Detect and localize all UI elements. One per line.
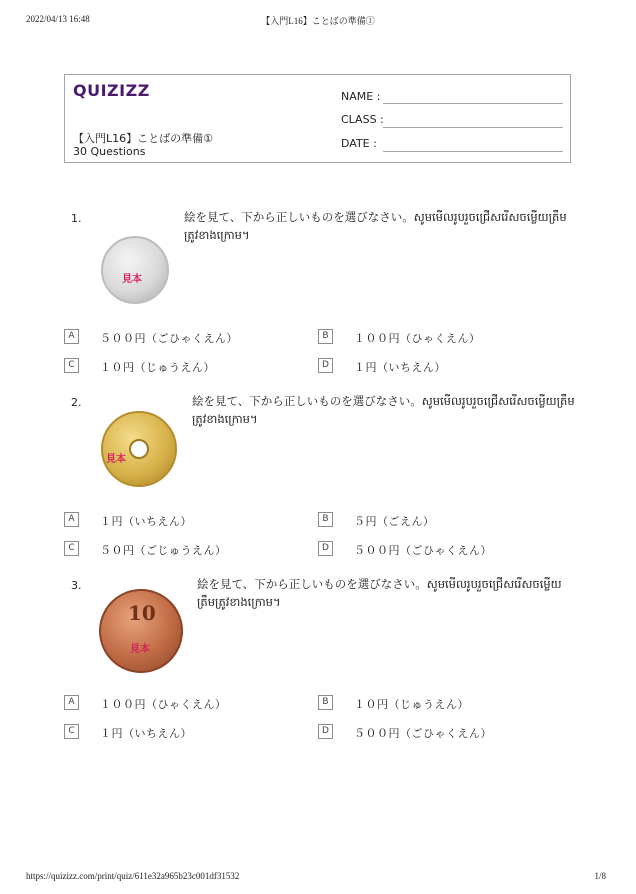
option-text[interactable]: ５０円（ごじゅうえん）	[100, 544, 227, 557]
question-number: 2.	[71, 396, 82, 409]
sample-stamp: 見本	[106, 454, 126, 465]
question-count: 30 Questions	[73, 145, 146, 158]
option-letter-box[interactable]: B	[318, 695, 333, 710]
coin-hole	[129, 439, 149, 459]
option-text[interactable]: １円（いちえん）	[100, 727, 192, 740]
option-letter-box[interactable]: A	[64, 329, 79, 344]
option-text[interactable]: ５００円（ごひゃくえん）	[100, 332, 238, 345]
question-text: 絵を見て、下から正しいものを選びなさい。សូមមើលរូបរួចជ្រើសរើសចម្លើយត្រឹមត្រូវខាងក្រោម។	[192, 394, 575, 426]
date-field[interactable]	[383, 151, 563, 152]
option-text[interactable]: ５００円（ごひゃくえん）	[354, 544, 492, 557]
option-text[interactable]: １０円（じゅうえん）	[354, 698, 469, 711]
option-letter-box[interactable]: C	[64, 541, 79, 556]
print-page-title: 【入門L16】ことばの準備①	[261, 16, 375, 26]
option-letter-box[interactable]: D	[318, 724, 333, 739]
option-letter-box[interactable]: B	[318, 512, 333, 527]
option-text[interactable]: １００円（ひゃくえん）	[100, 698, 227, 711]
quiz-title: 【入門L16】ことばの準備①	[73, 132, 213, 145]
class-label: CLASS :	[341, 113, 384, 126]
coin-numeral: 10	[128, 601, 156, 625]
date-label: DATE :	[341, 137, 377, 150]
option-text[interactable]: １００円（ひゃくえん）	[354, 332, 481, 345]
option-text[interactable]: １円（いちえん）	[354, 361, 446, 374]
question-number: 3.	[71, 579, 82, 592]
name-field[interactable]	[383, 103, 563, 104]
name-label: NAME :	[341, 90, 381, 103]
option-text[interactable]: １円（いちえん）	[100, 515, 192, 528]
option-letter-box[interactable]: A	[64, 512, 79, 527]
option-letter-box[interactable]: C	[64, 724, 79, 739]
sample-stamp: 見本	[122, 274, 142, 285]
option-letter-box[interactable]: C	[64, 358, 79, 373]
option-text[interactable]: ５００円（ごひゃくえん）	[354, 727, 492, 740]
print-url: https://quizizz.com/print/quiz/611e32a965b23c001df31532	[26, 871, 240, 881]
quiz-header-box	[64, 74, 571, 163]
question-text: 絵を見て、下から正しいものを選びなさい。សូមមើលរូបរួចជ្រើសរើសចម្លើយត្រឹមត្រូវខាងក្រោម។	[184, 210, 567, 242]
option-text[interactable]: ５円（ごえん）	[354, 515, 435, 528]
sample-stamp: 見本	[130, 644, 150, 655]
quizizz-logo: QUIZIZZ	[73, 81, 150, 100]
print-datetime: 2022/04/13 16:48	[26, 14, 90, 24]
option-letter-box[interactable]: B	[318, 329, 333, 344]
option-text[interactable]: １０円（じゅうえん）	[100, 361, 215, 374]
class-field[interactable]	[383, 127, 563, 128]
question-text: 絵を見て、下から正しいものを選びなさい。សូមមើលរូបរួចជ្រើសរើសចម្លើយត្រឹមត្រូវខាងក្រោម។	[197, 577, 562, 609]
option-letter-box[interactable]: A	[64, 695, 79, 710]
question-number: 1.	[71, 212, 82, 225]
option-letter-box[interactable]: D	[318, 541, 333, 556]
option-letter-box[interactable]: D	[318, 358, 333, 373]
page-number: 1/8	[594, 871, 606, 881]
